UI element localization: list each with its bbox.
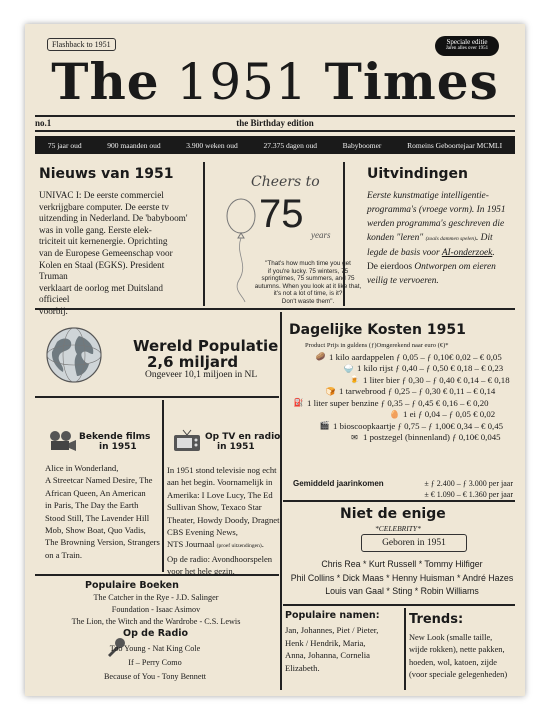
radio-line: Because of You - Tony Bennett — [103, 672, 207, 681]
inventions-line — [367, 246, 517, 260]
inventions-line: programma's (vroege vorm). In 1951 — [367, 205, 506, 215]
tv-line: Sullivan Show, Texaco Star — [167, 502, 262, 513]
issue-number: no.1 — [35, 118, 52, 128]
age-number: 75 — [259, 192, 304, 236]
inventions-note: (zoals dammen spelen) — [425, 236, 476, 242]
cost-row-beer — [293, 374, 518, 386]
names-line: Jan, Johannes, Piet / Pieter, — [285, 625, 379, 635]
radio-line: Too Young - Nat King Cole — [109, 644, 201, 653]
cost-text: 1 kilo aardappelen ƒ 0,05 – ƒ 0,10€ 0,02 – € 0,05 — [329, 351, 502, 362]
tv-radio-title — [205, 432, 280, 452]
films-year: in 1951 — [99, 442, 137, 452]
column-divider-1 — [203, 162, 205, 306]
tv-line: CBS Evening News, — [167, 527, 238, 538]
tv-line: Op de radio: Avondhoorspelen — [167, 553, 273, 564]
cost-row-rice — [293, 363, 518, 375]
cost-row-stamp — [293, 432, 518, 444]
average-income-label: Gemiddeld jaarinkomen — [293, 479, 384, 488]
tv-line — [167, 538, 289, 552]
newspaper-title — [25, 54, 525, 110]
title-times: Times — [324, 52, 499, 111]
names-line: Elizabeth. — [285, 662, 320, 673]
cost-text: 1 liter super benzine ƒ 0,35 – ƒ 0,45 € 0,16 – € 0,20 — [307, 397, 489, 408]
films-line: Alice in Wonderland, — [45, 463, 119, 473]
quote-line: it's not a lot of time, is it? — [273, 290, 343, 298]
potato-icon: 🥔 — [315, 352, 326, 362]
celebrities-line: Louis van Gaal * Sting * Robin Williams — [325, 586, 479, 596]
quote-line: autumns. When you look at it like that, — [254, 282, 362, 290]
not-the-only-title: Niet de enige — [340, 506, 446, 522]
cost-row-egg — [293, 409, 518, 421]
stat-age-months: 900 maanden oud — [107, 140, 161, 150]
cost-text: 1 kilo rijst ƒ 0,40 – ƒ 0,50 € 0,18 – € 0,23 — [357, 363, 504, 374]
edition-label: the Birthday edition — [236, 118, 314, 128]
celebrities-line: Chris Rea * Kurt Russell * Tommy Hilfiger — [321, 559, 483, 569]
films-line: The Browning Version, Strangers — [45, 537, 160, 548]
cost-text: 1 postzegel (binnenland) ƒ 0,10€ 0,045 — [363, 432, 501, 443]
books-line: The Lion, the Witch and the Wardrobe - C.S. Lewis — [71, 616, 241, 626]
stat-age-years: 75 jaar oud — [47, 140, 82, 150]
radio-list — [55, 642, 255, 684]
cost-row-bread — [293, 386, 518, 398]
films-line: in Paris, The Day the Earth — [45, 500, 139, 511]
egg-icon: 🥚 — [389, 409, 400, 419]
inventions-text: legde de basis voor — [367, 248, 442, 258]
trends-line: (voor speciale gelegenheden) — [409, 670, 508, 680]
tv-year: in 1951 — [217, 442, 255, 452]
names-line: Henk / Hendrik, Maria, — [285, 637, 366, 648]
popular-books-list — [37, 592, 275, 627]
tv-line: voor het hele gezin. — [167, 566, 235, 577]
inventions-text: . Dit — [475, 233, 493, 243]
inventions-text: Ontworpen om eieren — [414, 262, 496, 272]
cost-row-petrol — [293, 397, 518, 409]
tv-line: In 1951 stond televisie nog echt — [167, 465, 277, 475]
celebrities-list — [287, 558, 517, 599]
celebrities-line: Phil Collins * Dick Maas * Henny Huisman * André Hazes — [290, 572, 514, 583]
films-list — [45, 462, 173, 561]
films-line: on a Train. — [45, 549, 83, 560]
films-line: Mob, Show Boat, Quo Vadis, — [45, 525, 146, 536]
trends-line: hoeden, wol, katoen, zijde — [409, 657, 497, 667]
masthead-rule-top — [35, 115, 515, 117]
section-rule-5 — [283, 604, 515, 606]
celebrity-label: *CELEBRITY* — [375, 524, 421, 533]
average-income-euros: ± € 1.090 – € 1.360 per jaar — [424, 490, 513, 499]
title-the: The — [51, 52, 160, 111]
news-body — [39, 190, 189, 318]
names-line: Anna, Johanna, Cornelia — [285, 650, 370, 660]
news-line: triciteit uit kernenergie. Oprichting — [39, 236, 168, 247]
tv-heading: Op TV en radio — [205, 432, 281, 442]
years-text: years — [311, 230, 331, 240]
cheers-quote — [253, 260, 363, 306]
special-edition-text: Speciale editie — [446, 38, 488, 46]
special-edition-subtext: Jaren alles over 1951 — [445, 46, 489, 51]
films-heading: Bekende films — [79, 432, 151, 442]
section-rule-4 — [283, 500, 515, 502]
radio-title: Op de Radio — [123, 628, 189, 639]
inventions-line: Eerste kunstmatige intelligentie- — [367, 191, 489, 201]
quote-line: if you're lucky. 75 winters, 75 — [267, 267, 349, 275]
cost-text: 1 liter bier ƒ 0,30 – ƒ 0,40 € 0,14 – € 0,18 — [363, 374, 510, 385]
beer-icon: 🍺 — [349, 375, 360, 385]
cheers-text: Cheers to — [251, 174, 320, 190]
inventions-text: . — [492, 248, 495, 258]
population-value: 2,6 miljard — [147, 353, 239, 371]
inventions-ai-link: AI-onderzoek — [441, 248, 493, 258]
films-line: A Streetcar Named Desire, The — [45, 475, 153, 486]
popular-names-list — [285, 624, 405, 674]
news-line: van de Europese Gemeenschap voor — [39, 247, 173, 258]
tv-line: Amerika: I Love Lucy, The Ed — [167, 489, 273, 500]
cost-row-cinema — [293, 420, 518, 432]
books-line: Foundation - Isaac Asimov — [111, 604, 201, 614]
inventions-line: veilig te vervoeren. — [367, 276, 439, 286]
rice-icon: 🍚 — [343, 363, 354, 373]
news-line: verkrijgbare computer. De eerste tv — [39, 201, 169, 212]
tv-text: NTS Journaal — [167, 539, 217, 550]
inventions-title: Uitvindingen — [367, 166, 469, 182]
famous-films-title — [79, 432, 150, 452]
inventions-line — [367, 260, 517, 274]
stat-age-weeks: 3.900 weken oud — [186, 140, 238, 150]
trends-title: Trends: — [409, 612, 464, 627]
tv-text: . — [261, 539, 264, 550]
born-in-badge: Geboren in 1951 — [361, 534, 467, 552]
population-heading: Wereld Populatie — [133, 337, 279, 355]
tv-note: (proef uitzendingen) — [216, 543, 262, 550]
cost-row-potatoes — [293, 351, 518, 363]
news-line: uitzending in Nederland. De 'babyboom' — [39, 213, 188, 224]
daily-costs-list — [293, 351, 518, 443]
envelope-icon: ✉ — [351, 432, 358, 442]
inventions-line: werden programma's geschreven die — [367, 219, 505, 229]
title-year: 1951 — [176, 53, 308, 111]
news-line: verklaart de oorlog met Duitsland officieel — [39, 282, 163, 305]
cost-text: 1 ei ƒ 0,04 – ƒ 0,05 € 0,02 — [403, 409, 496, 420]
daily-costs-title: Dagelijke Kosten 1951 — [289, 322, 466, 338]
inventions-text: konden "leren" — [367, 233, 424, 243]
films-line: Stood Still, The Lavender Hill — [45, 512, 150, 523]
news-line: voorbij. — [39, 305, 68, 316]
inventions-line — [367, 231, 517, 246]
average-income-guilders: ± ƒ 2.400 – ƒ 3.000 per jaar — [424, 479, 513, 488]
films-line: African Queen, An American — [45, 487, 146, 498]
tv-icon — [173, 429, 201, 453]
news-line: Kolen en Staal (EGKS). President Truman — [39, 259, 165, 282]
daily-costs-header: Product Prijs in guldens (ƒ)Omgerekend naar euro (€)* — [305, 342, 449, 349]
tv-line: Theater, Howdy Doody, Dragnet — [167, 514, 280, 525]
news-title: Nieuws van 1951 — [39, 166, 174, 182]
tv-body — [167, 464, 289, 578]
trends-list — [409, 632, 521, 682]
population-title — [133, 338, 278, 370]
trends-line: wijde rokken), nette pakken, — [409, 645, 505, 655]
popular-books-title: Populaire Boeken — [85, 580, 179, 591]
masthead-rule-bottom — [35, 130, 515, 132]
quote-line: "That's how much time you get — [265, 260, 351, 267]
inventions-text: De eierdoos — [367, 262, 415, 272]
radio-line: If – Perry Como — [128, 658, 182, 667]
cost-text: 1 tarwebrood ƒ 0,25 – ƒ 0,30 € 0,11 – € 0,14 — [339, 386, 496, 397]
cost-text: 1 bioscoopkaartje ƒ 0,75 – ƒ 1,00€ 0,34 – € 0,45 — [333, 420, 504, 431]
flashback-label: Flashback to 1951 — [47, 38, 116, 51]
fuel-pump-icon: ⛽ — [293, 398, 304, 408]
population-netherlands: Ongeveer 10,1 miljoen in NL — [145, 370, 258, 380]
bread-icon: 🍞 — [325, 386, 336, 396]
film-camera-icon: 🎬 — [319, 421, 330, 431]
section-rule-2 — [35, 396, 279, 398]
stats-bar — [35, 136, 515, 154]
news-line: was in volle gang. Eerste elek- — [39, 224, 152, 235]
quote-line: Don't waste them". — [281, 297, 335, 305]
tv-line: aan het begin. Voornamelijk in — [167, 477, 273, 488]
film-projector-icon — [47, 430, 77, 452]
quote-line: springtimes, 75 summers, and 75 — [261, 275, 355, 283]
newspaper-page — [25, 24, 525, 696]
inventions-body — [367, 189, 517, 288]
trends-line: New Look (smalle taille, — [409, 633, 493, 642]
stat-generation: Babyboomer — [342, 140, 382, 150]
stat-roman-year: Romeins Geboortejaar MCMLI — [407, 140, 503, 150]
stat-age-days: 27.375 dagen oud — [263, 140, 317, 150]
news-line: UNIVAC I: De eerste commerciel — [39, 190, 164, 200]
books-line: The Catcher in the Rye - J.D. Salinger — [93, 593, 219, 602]
popular-names-title: Populaire namen: — [285, 610, 380, 621]
globe-icon — [43, 324, 105, 386]
